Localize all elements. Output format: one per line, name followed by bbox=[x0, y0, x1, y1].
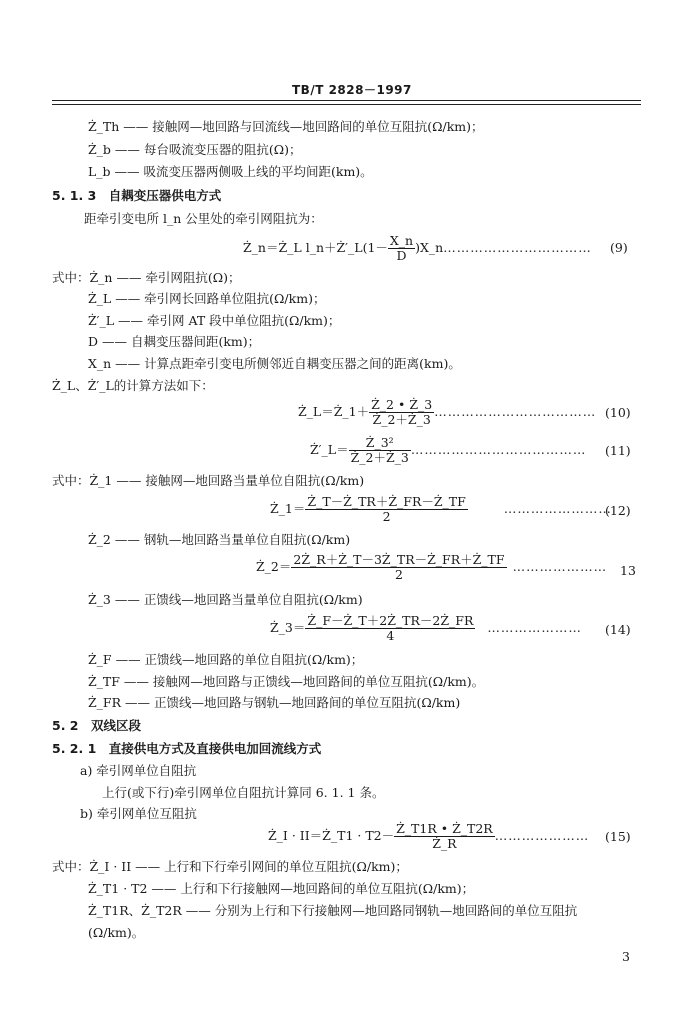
where15-line-1: 式中：Ż_I · II —— 上行和下行牵引网间的单位互阻抗(Ω/km)； bbox=[52, 859, 408, 874]
where15-line-4: (Ω/km)。 bbox=[88, 925, 145, 940]
eq14-num: Ż_F－Ż_T＋2Ż_TR－2Ż_FR bbox=[307, 613, 474, 628]
item-a: a) 牵引网单位自阻抗 bbox=[80, 763, 197, 778]
header-rule-bottom bbox=[52, 104, 641, 105]
eq9-fraction bbox=[388, 234, 415, 263]
equation-11: Ż′_L＝ $\frac{\text{Ż\_3²}}{Ż\_2+Ż\_3}$ ………………………………… bbox=[310, 435, 587, 465]
where9-line-2: Ż_L —— 牵引网长回路单位阻抗(Ω/km)； bbox=[88, 291, 326, 306]
eq11-num: Ż_3² bbox=[349, 436, 411, 451]
eq13-fraction bbox=[291, 553, 506, 582]
eq9-label: (9) bbox=[610, 240, 628, 255]
eq11-fraction bbox=[349, 436, 411, 465]
eq9-rhs: )X_n bbox=[415, 240, 444, 255]
equation-12: Ż_1＝ $\frac{Ż\_T-Ż\_TR+Ż\_FR-Ż\_TF}{2}$ …………………… bbox=[270, 494, 612, 524]
eq13-label: 13 bbox=[620, 563, 636, 578]
eq12-fraction bbox=[305, 495, 467, 524]
where9-line-4: D —— 自耦变压器间距(km)； bbox=[88, 334, 261, 349]
eq14-fraction bbox=[305, 614, 475, 643]
def-zf: Ż_F —— 正馈线—地回路的单位自阻抗(Ω/km)； bbox=[88, 652, 364, 667]
section-5-2-heading: 5. 2 双线区段 bbox=[52, 718, 141, 733]
z3-definition: Ż_3 —— 正馈线—地回路当量单位自阻抗(Ω/km) bbox=[88, 592, 363, 607]
def-ztf: Ż_TF —— 接触网—地回路与正馈线—地回路间的单位互阻抗(Ω/km)。 bbox=[88, 674, 485, 689]
eq14-lhs: Ż_3＝ bbox=[270, 620, 306, 635]
eq9-frac-num: X_n bbox=[389, 233, 414, 248]
equation-10: Ż_L＝Ż_1＋ $\frac{Ż\_2 • Ż\_3}{Ż\_2+Ż\_3}$ ……………………………… bbox=[298, 397, 597, 427]
eq10-num: Ż_2 • Ż_3 bbox=[371, 397, 433, 412]
eq11-label: (11) bbox=[605, 443, 631, 458]
where9-line-3: Ż′_L —— 牵引网 AT 段中单位阻抗(Ω/km)； bbox=[88, 313, 341, 328]
eq12-den: 2 bbox=[382, 509, 391, 524]
eq15-num: Ż_T1R • Ż_T2R bbox=[396, 821, 493, 836]
eq13-num: 2Ż_R＋Ż_T－3Ż_TR－Ż_FR＋Ż_TF bbox=[293, 552, 505, 567]
z2-definition: Ż_2 —— 钢轨—地回路当量单位自阻抗(Ω/km) bbox=[88, 532, 351, 547]
item-b: b) 牵引网单位互阻抗 bbox=[80, 806, 197, 821]
item-a-text: 上行(或下行)牵引网单位自阻抗计算同 6. 1. 1 条。 bbox=[102, 785, 385, 800]
eq11-lhs: Ż′_L＝ bbox=[310, 442, 349, 457]
def-lb: L_b —— 吸流变压器两侧吸上线的平均间距(km)。 bbox=[88, 164, 373, 179]
where15-line-2: Ż_T1 · T2 —— 上行和下行接触网—地回路间的单位互阻抗(Ω/km)； bbox=[88, 881, 475, 896]
section-5-1-3-heading: 5. 1. 3 自耦变压器供电方式 bbox=[52, 188, 222, 203]
equation-9: Ż_n＝Ż_L l_n＋Ż′_L(1－ $\frac{X\_n}{D}$ )X_n…………………………… bbox=[243, 233, 592, 263]
eq14-den: 4 bbox=[386, 628, 395, 643]
eq12-num: Ż_T－Ż_TR＋Ż_FR－Ż_TF bbox=[307, 494, 466, 509]
eq12-label: (12) bbox=[605, 503, 631, 518]
equation-15: Ż_I · II＝Ż_T1 · T2－ $\frac{Ż\_T1R • Ż\_T2R}{Ż\_R}$ ………………… bbox=[268, 821, 590, 851]
header-rule-top bbox=[52, 100, 641, 101]
where15-line-3: Ż_T1R、Ż_T2R —— 分别为上行和下行接触网—地回路同钢轨—地回路间的单位互阻抗 bbox=[88, 903, 578, 918]
eq10-den: Ż_2＋Ż_3 bbox=[372, 412, 431, 427]
eq14-label: (14) bbox=[605, 622, 631, 637]
where9-line-1: 式中：Ż_n —— 牵引网阻抗(Ω)； bbox=[52, 270, 241, 285]
equation-13: Ż_2＝ $\frac{2Ż\_R+Ż\_T-3Ż\_TR-Ż\_FR+Ż\_TF}{2}$ ………………… bbox=[256, 552, 608, 582]
def-zfr: Ż_FR —— 正馈线—地回路与钢轨—地回路间的单位互阻抗(Ω/km) bbox=[88, 695, 461, 710]
eq15-label: (15) bbox=[605, 829, 631, 844]
def-zb: Ż_b —— 每台吸流变压器的阻抗(Ω)； bbox=[88, 142, 302, 157]
eq10-lhs: Ż_L＝Ż_1＋ bbox=[298, 404, 370, 419]
header-title: TB/T 2828－1997 bbox=[292, 83, 412, 97]
calc-intro: Ż_L、Ż′_L的计算方法如下： bbox=[52, 378, 214, 393]
section-5-2-1-heading: 5. 2. 1 直接供电方式及直接供电加回流线方式 bbox=[52, 741, 322, 756]
section-5-1-3-intro: 距牵引变电所 l_n 公里处的牵引网阻抗为： bbox=[84, 211, 323, 226]
def-zth: Ż_Th —— 接触网—地回路与回流线—地回路间的单位互阻抗(Ω/km)； bbox=[88, 119, 484, 134]
z1-definition: 式中：Ż_1 —— 接触网—地回路当量单位自阻抗(Ω/km) bbox=[52, 473, 365, 488]
eq13-lhs: Ż_2＝ bbox=[256, 559, 292, 574]
eq10-fraction bbox=[369, 398, 434, 427]
equation-14: Ż_3＝ $\frac{Ż\_F-Ż\_T+2Ż\_TR-2Ż\_FR}{4}$ ………………… bbox=[270, 613, 582, 643]
eq12-lhs: Ż_1＝ bbox=[270, 501, 306, 516]
eq15-fraction bbox=[394, 822, 495, 851]
eq15-den: Ż_R bbox=[432, 836, 457, 851]
page-number: 3 bbox=[622, 949, 630, 964]
eq9-frac-den: D bbox=[396, 248, 407, 263]
eq11-den: Ż_2＋Ż_3 bbox=[350, 450, 409, 465]
eq9-lhs: Ż_n＝Ż_L l_n＋Ż′_L(1－ bbox=[243, 240, 388, 255]
eq15-lhs: Ż_I · II＝Ż_T1 · T2－ bbox=[268, 828, 395, 843]
where9-line-5: X_n —— 计算点距牵引变电所侧邻近自耦变压器之间的距离(km)。 bbox=[88, 356, 461, 371]
eq10-label: (10) bbox=[605, 405, 631, 420]
eq13-den: 2 bbox=[395, 567, 403, 582]
